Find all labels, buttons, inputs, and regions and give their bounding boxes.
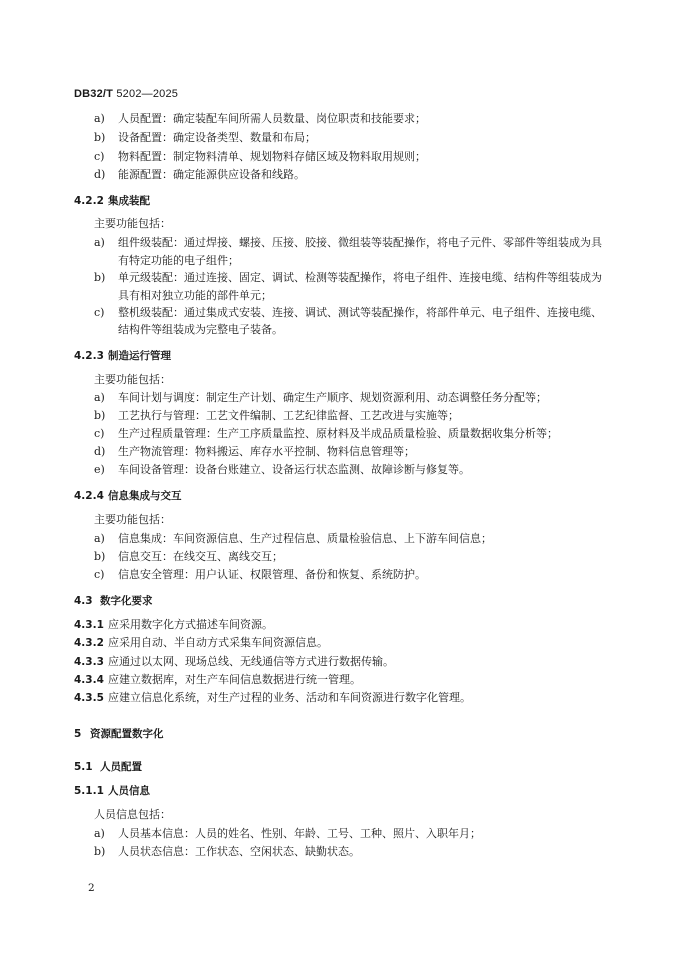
section-number: 4.2.4 — [74, 490, 104, 502]
standard-header — [74, 88, 178, 100]
clause-text: 应建立数据库，对生产车间信息数据进行统一管理。 — [108, 673, 361, 686]
list-item: 信息安全管理：用户认证、权限管理、备份和恢复、系统防护。 — [118, 568, 426, 581]
section-intro: 主要功能包括： — [94, 217, 171, 230]
clause-number: 4.3.4 — [74, 674, 104, 686]
list-marker: a) — [94, 112, 105, 125]
clause-text: 应采用数字化方式描述车间资源。 — [108, 618, 273, 631]
list-item: 人员配置：确定装配车间所需人员数量、岗位职责和技能要求； — [118, 112, 426, 125]
section-title: 信息集成与交互 — [108, 490, 182, 502]
chapter-number: 5 — [74, 728, 82, 740]
list-marker: e) — [94, 463, 105, 476]
section-title: 制造运行管理 — [108, 350, 171, 362]
list-item-continuation: 有特定功能的电子组件； — [118, 254, 239, 267]
list-item: 车间计划与调度：制定生产计划、确定生产顺序、规划资源利用、动态调整任务分配等； — [118, 391, 547, 404]
list-item: 组件级装配：通过焊接、螺接、压接、胶接、微组装等装配操作，将电子元件、零部件等组装成为具 — [118, 236, 602, 249]
list-item: 生产过程质量管理：生产工序质量监控、原材料及半成品质量检验、质量数据收集分析等； — [118, 427, 558, 440]
page-number: 2 — [88, 882, 95, 894]
list-item: 信息集成：车间资源信息、生产过程信息、质量检验信息、上下游车间信息； — [118, 532, 492, 545]
list-marker: b) — [94, 550, 106, 563]
section-title: 集成装配 — [108, 195, 150, 207]
section-title: 人员配置 — [100, 761, 142, 773]
list-item: 整机级装配：通过集成式安装、连接、调试、测试等装配操作，将部件单元、电子组件、连接电缆、 — [118, 306, 602, 319]
section-intro: 人员信息包括： — [94, 808, 171, 821]
header-number: 5202—2025 — [113, 88, 179, 100]
clause-number: 4.3.2 — [74, 637, 104, 649]
list-marker: d) — [94, 168, 106, 181]
list-item: 设备配置：确定设备类型、数量和布局； — [118, 131, 316, 144]
list-item: 生产物流管理：物料搬运、库存水平控制、物料信息管理等； — [118, 445, 415, 458]
section-number: 4.2.2 — [74, 195, 104, 207]
clause-number: 4.3.5 — [74, 692, 104, 704]
list-marker: a) — [94, 391, 105, 404]
list-marker: a) — [94, 532, 105, 545]
clause-number: 4.3.3 — [74, 656, 104, 668]
list-marker: b) — [94, 409, 106, 422]
list-marker: b) — [94, 271, 106, 284]
list-item: 人员基本信息：人员的姓名、性别、年龄、工号、工种、照片、入职年月； — [118, 827, 481, 840]
list-item: 物料配置：制定物料清单、规划物料存储区域及物料取用规则； — [118, 150, 426, 163]
list-item: 车间设备管理：设备台账建立、设备运行状态监测、故障诊断与修复等。 — [118, 463, 470, 476]
section-number: 5.1.1 — [74, 785, 104, 797]
list-marker: c) — [94, 568, 105, 581]
list-marker: c) — [94, 427, 105, 440]
list-item: 人员状态信息：工作状态、空闲状态、缺勤状态。 — [118, 845, 360, 858]
header-prefix: DB32/T — [74, 88, 114, 100]
list-item: 单元级装配：通过连接、固定、调试、检测等装配操作，将电子组件、连接电缆、结构件等组装成为 — [118, 271, 602, 284]
section-title: 数字化要求 — [100, 595, 153, 607]
list-item-continuation: 结构件等组装成为完整电子装备。 — [118, 323, 283, 336]
clause-number: 4.3.1 — [74, 619, 104, 631]
list-item: 能源配置：确定能源供应设备和线路。 — [118, 168, 305, 181]
list-item: 工艺执行与管理：工艺文件编制、工艺纪律监督、工艺改进与实施等； — [118, 409, 459, 422]
section-number: 4.3 — [74, 595, 93, 607]
list-marker: c) — [94, 150, 105, 163]
clause-text: 应建立信息化系统，对生产过程的业务、活动和车间资源进行数字化管理。 — [108, 691, 471, 704]
section-number: 4.2.3 — [74, 350, 104, 362]
list-marker: a) — [94, 827, 105, 840]
list-item-continuation: 具有相对独立功能的部件单元； — [118, 289, 272, 302]
clause-text: 应通过以太网、现场总线、无线通信等方式进行数据传输。 — [108, 655, 394, 668]
chapter-title: 资源配置数字化 — [90, 728, 164, 740]
list-marker: c) — [94, 306, 105, 319]
list-item: 信息交互：在线交互、离线交互； — [118, 550, 283, 563]
clause-text: 应采用自动、半自动方式采集车间资源信息。 — [108, 636, 328, 649]
list-marker: d) — [94, 445, 106, 458]
list-marker: b) — [94, 131, 106, 144]
section-intro: 主要功能包括： — [94, 513, 171, 526]
section-number: 5.1 — [74, 761, 93, 773]
list-marker: b) — [94, 845, 106, 858]
list-marker: a) — [94, 236, 105, 249]
section-intro: 主要功能包括： — [94, 373, 171, 386]
section-title: 人员信息 — [108, 785, 150, 797]
